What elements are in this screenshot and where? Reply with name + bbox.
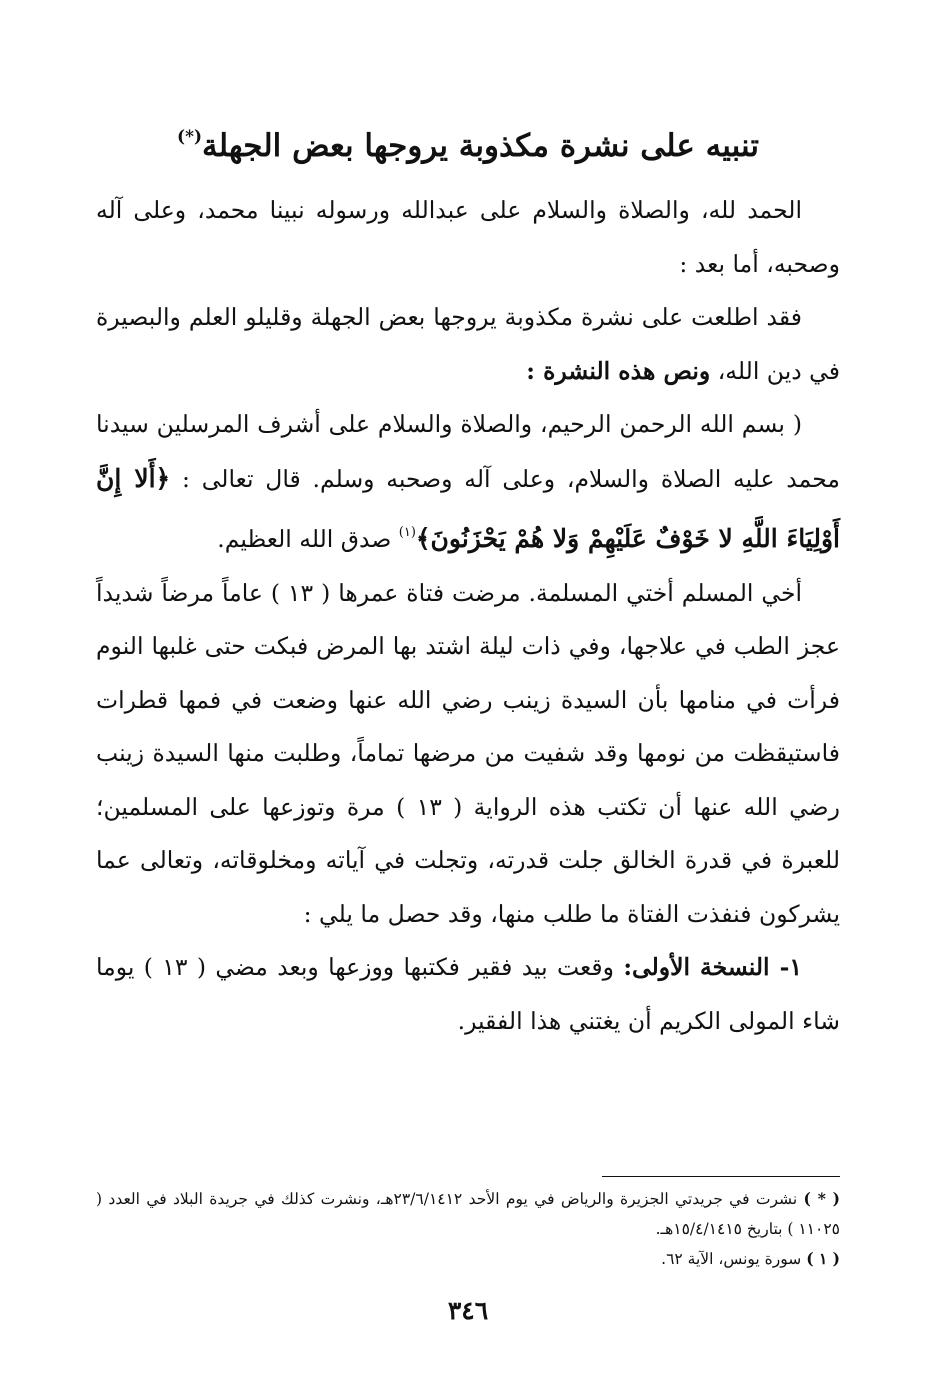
quran-verse: ﴿أَلا إِنَّ أَوْلِيَاءَ اللَّهِ لا خَوْفٌ عَلَيْهِمْ وَلا هُمْ يَحْزَنُونَ﴾ bbox=[96, 463, 840, 553]
footnote-ref-1: (١) bbox=[398, 525, 416, 540]
footnote-star-text: نشرت في جريدتي الجزيرة والرياض في يوم الأحد ٢٣/٦/١٤١٢هـ، ونشرت كذلك في جريدة البلاد في العدد ( ١١٠٢٥ ) بتاريخ ١٥/٤/١٤١٥هـ. bbox=[96, 1190, 840, 1238]
first-copy-text: وقعت بيد فقير فكتبها ووزعها وبعد مضي ( ١٣ ) يوما شاء المولى الكريم أن يغتني هذا الفقير. bbox=[96, 953, 840, 1035]
paragraph-first-copy bbox=[96, 941, 840, 1048]
footnote-star-mark: ( * ) bbox=[803, 1189, 840, 1208]
page bbox=[96, 0, 840, 1379]
quote-closing: صدق الله العظيم. bbox=[217, 525, 399, 553]
page-number: ٣٤٦ bbox=[447, 1296, 489, 1325]
paragraph-intro bbox=[96, 291, 840, 398]
footnote-divider bbox=[602, 1176, 840, 1177]
intro-bold-text: ونص هذه النشرة : bbox=[526, 356, 711, 385]
footnote-star bbox=[96, 1184, 840, 1244]
paragraph-story: أخي المسلم أختي المسلمة. مرضت فتاة عمرها ( ١٣ ) عاماً مرضاً شديداً عجز الطب في علاجها، وفي ذات ليلة اشتد بها المرض فبكت حتى غلبها النوم فرأت في منامها بأن السيدة زينب رضي الله عنها وضعت في فمها قطرات فاستيقظت من نومها وقد شفيت من مرضها تماماً، وطلبت منها السيدة زينب رضي الله عنها أن تكتب هذه الرواية ( ١٣ ) مرة وتوزعها على المسلمين؛ للعبرة في قدرة الخالق جلت قدرته، وتجلت في آياته ومخلوقاته، وتعالى عما يشركون فنفذت الفتاة ما طلب منها، وقد حصل ما يلي : bbox=[96, 578, 840, 928]
main-text bbox=[96, 184, 840, 1048]
footnote-one bbox=[96, 1244, 840, 1274]
page-title bbox=[96, 109, 840, 174]
title-text: تنبيه على نشرة مكذوبة يروجها بعض الجهلة bbox=[202, 127, 759, 164]
footnote-one-text: سورة يونس، الآية ٦٢. bbox=[661, 1250, 807, 1268]
intro-text: فقد اطلعت على نشرة مكذوبة يروجها بعض الجهلة وقليلو العلم والبصيرة في دين الله، bbox=[96, 303, 840, 385]
paragraph-opening: الحمد لله، والصلاة والسلام على عبدالله ورسوله نبينا محمد، وعلى آله وصحبه، أما بعد : bbox=[96, 196, 840, 278]
footnote-one-mark: ( ١ ) bbox=[806, 1249, 840, 1268]
quote-text: ( بسم الله الرحمن الرحيم، والصلاة والسلام على أشرف المرسلين سيدنا محمد عليه الصلاة والسلام، وعلى آله وصحبه وسلم. قال تعالى : bbox=[96, 410, 840, 493]
paragraph-quote bbox=[96, 398, 840, 567]
title-footnote-marker: (*) bbox=[177, 126, 203, 147]
first-copy-heading: ١- النسخة الأولى: bbox=[623, 953, 802, 981]
footnotes bbox=[96, 1184, 840, 1274]
